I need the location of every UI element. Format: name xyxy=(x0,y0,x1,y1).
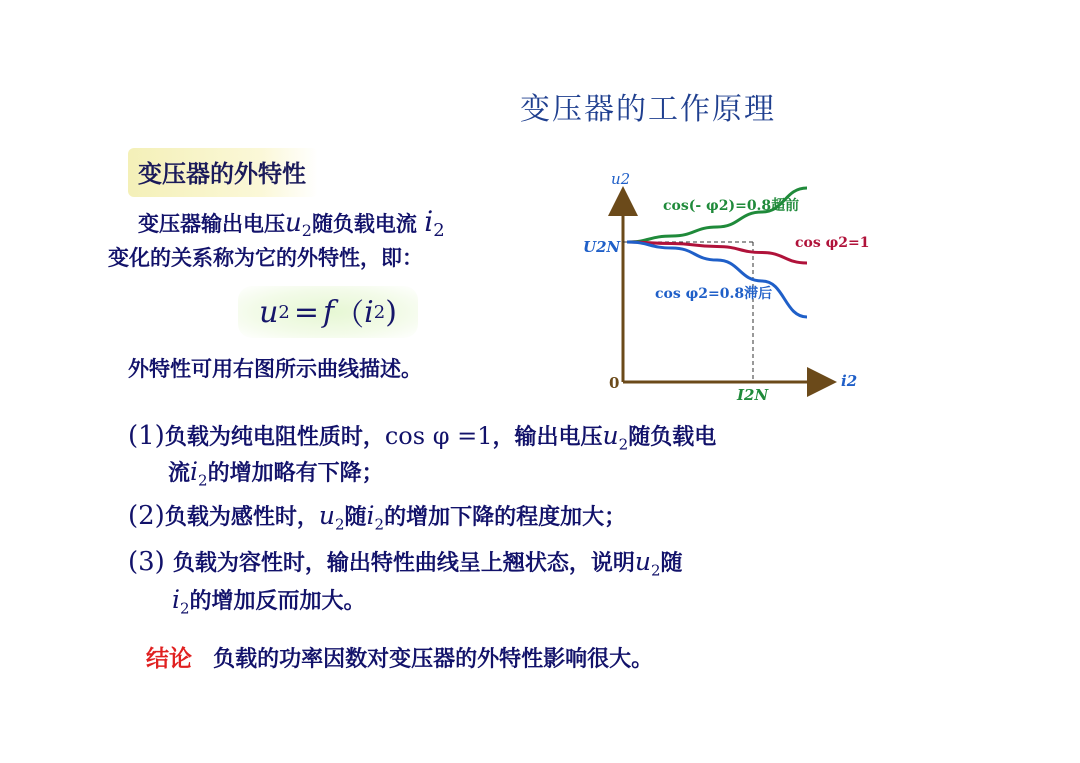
series-label-resistive: cos φ2=1 xyxy=(795,235,870,251)
item-1-text-c: 随负载电 xyxy=(628,425,717,450)
item-3-line2-sub: 2 xyxy=(180,599,190,618)
i2n-label: I2N xyxy=(737,386,769,404)
u2n-label: U2N xyxy=(583,238,621,256)
item-2-var1: u xyxy=(318,501,335,530)
curve-lagging xyxy=(627,242,807,317)
item-1-line2-sub: 2 xyxy=(198,471,208,490)
item-1-line2-a: 流 xyxy=(168,461,191,486)
origin-label: 0 xyxy=(609,374,620,392)
item-2-var2: i xyxy=(366,501,375,530)
item-1-sub: 2 xyxy=(618,435,629,454)
item-1-text-a: 负载为纯电阻性质时， xyxy=(164,425,385,450)
item-2-number: (2) xyxy=(128,501,165,531)
formula-open: （ xyxy=(334,298,365,333)
external-characteristic-chart xyxy=(575,160,875,410)
item-1-line-2 xyxy=(168,456,384,489)
intro-line-2: 变化的关系称为它的外特性，即： xyxy=(108,246,423,270)
intro-text-b: 随负载电流 xyxy=(311,212,417,236)
intro-sub-u: 2 xyxy=(301,221,312,241)
formula-arg: i xyxy=(364,294,374,330)
formula-eq: = xyxy=(293,294,320,330)
conclusion-text: 负载的功率因数对变压器的外特性影响很大。 xyxy=(213,647,654,672)
item-3-number: (3) xyxy=(128,547,165,577)
formula-box xyxy=(238,286,418,338)
conclusion-label: 结论 xyxy=(146,646,192,672)
item-2-line xyxy=(128,500,626,533)
y-axis-label: u2 xyxy=(611,170,631,188)
item-2-text-b: 随 xyxy=(344,505,367,530)
item-2-text-c: 的增加下降的程度加大； xyxy=(384,505,627,530)
intro-sub-i: 2 xyxy=(433,220,445,242)
item-3-text-a: 负载为容性时，输出特性曲线呈上翘状态，说明 xyxy=(172,551,635,576)
item-1-cos: cos φ =1 xyxy=(384,422,493,450)
page-title: 变压器的工作原理 xyxy=(520,92,776,127)
formula-lhs: u xyxy=(259,294,279,330)
describe-text: 外特性可用右图所示曲线描述。 xyxy=(128,357,422,381)
item-1-line2-b: 的增加略有下降； xyxy=(207,461,384,486)
item-3-text-b: 随 xyxy=(660,551,683,576)
intro-line-1 xyxy=(138,205,445,241)
series-label-lagging: cos φ2=0.8滞后 xyxy=(655,286,773,302)
section-heading: 变压器的外特性 xyxy=(128,148,318,197)
item-3-line2-b: 的增加反而加大。 xyxy=(189,589,366,614)
formula-lhs-sub: 2 xyxy=(278,301,290,323)
item-2-text-a: 负载为感性时， xyxy=(164,505,319,530)
item-3-sub: 2 xyxy=(650,561,661,580)
item-2-sub1: 2 xyxy=(334,515,345,534)
item-3-line-2 xyxy=(172,584,366,617)
formula-arg-sub: 2 xyxy=(373,301,386,323)
intro-var-u: u xyxy=(285,208,302,238)
conclusion-line xyxy=(146,640,653,673)
item-2-sub2: 2 xyxy=(374,515,385,534)
intro-var-i: i xyxy=(424,205,434,238)
formula-f: f xyxy=(323,294,335,330)
intro-text-a: 变压器输出电压 xyxy=(138,212,285,236)
item-1-var: u xyxy=(602,421,619,450)
item-3-line-1 xyxy=(128,546,683,579)
item-1-line2-var: i xyxy=(190,457,199,486)
series-label-leading: cos(- φ2)=0.8超前 xyxy=(663,198,800,214)
item-1-line-1 xyxy=(128,420,716,453)
item-3-var: u xyxy=(634,547,651,576)
x-axis-label: i2 xyxy=(841,372,858,390)
item-3-line2-var: i xyxy=(172,585,180,614)
formula-close: ) xyxy=(385,294,397,330)
item-1-number: (1) xyxy=(128,421,165,451)
curve-leading xyxy=(627,188,807,242)
item-1-text-b: ，输出电压 xyxy=(492,425,603,450)
